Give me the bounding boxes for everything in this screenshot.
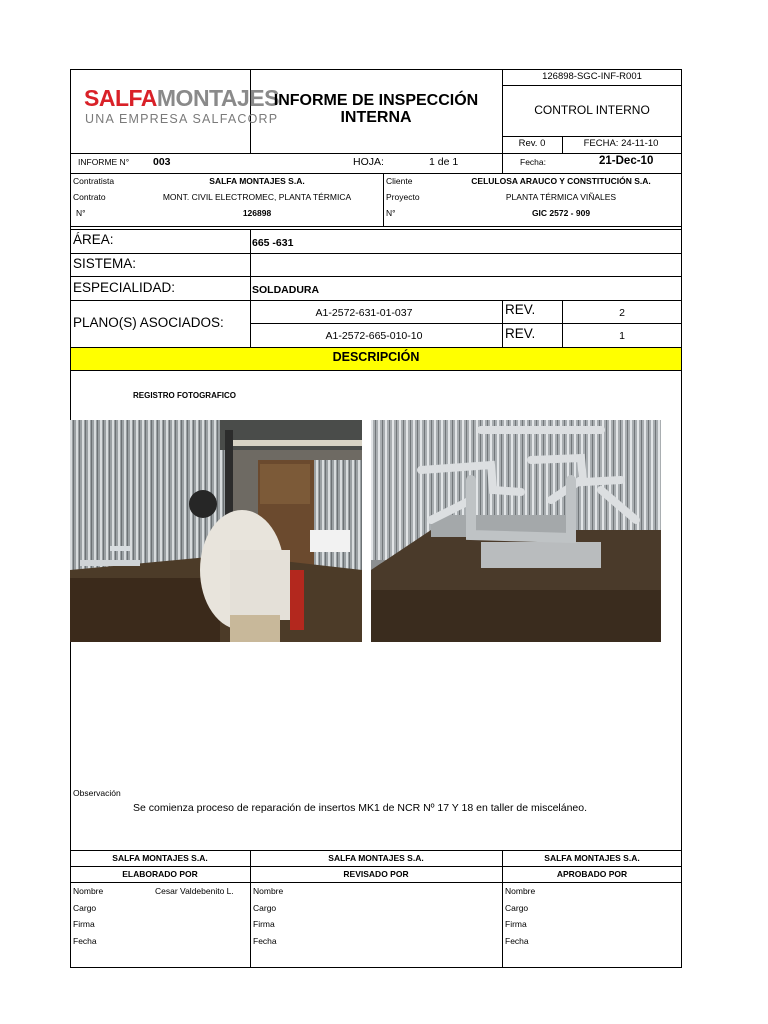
rev-1-label: REV. xyxy=(505,302,536,317)
photo-inserts xyxy=(371,420,661,642)
elaborado-nombre-label: Nombre xyxy=(73,886,104,896)
plano-1: A1-2572-631-01-037 xyxy=(315,307,413,319)
contratista-value: SALFA MONTAJES S.A. xyxy=(209,176,305,186)
n2-label: N° xyxy=(386,208,396,218)
photo-record-label: REGISTRO FOTOGRAFICO xyxy=(133,391,236,400)
sig-company-3: SALFA MONTAJES S.A. xyxy=(544,853,640,863)
cliente-label: Cliente xyxy=(386,176,413,186)
contrato-label: Contrato xyxy=(73,192,106,202)
fecha-doc: FECHA: 24-11-10 xyxy=(583,138,659,149)
aprobado-heading: APROBADO POR xyxy=(556,869,628,879)
logo-brand-red: SALFA xyxy=(84,85,157,111)
n-value: 126898 xyxy=(242,208,272,218)
sig-company-1: SALFA MONTAJES S.A. xyxy=(112,853,208,863)
hoja-value: 1 de 1 xyxy=(429,156,459,168)
planos-label: PLANO(S) ASOCIADOS: xyxy=(73,315,224,330)
observation-label: Observación xyxy=(73,788,121,798)
area-value: 665 -631 xyxy=(252,237,294,249)
aprobado-fecha-label: Fecha xyxy=(505,936,529,946)
revisado-fecha-label: Fecha xyxy=(253,936,277,946)
n-label: N° xyxy=(76,208,86,218)
revisado-nombre-label: Nombre xyxy=(253,886,284,896)
especialidad-label: ESPECIALIDAD: xyxy=(73,280,176,295)
informe-label: INFORME N° xyxy=(78,157,130,167)
aprobado-nombre-label: Nombre xyxy=(505,886,536,896)
logo-brand-gray: MONTAJES xyxy=(156,85,279,111)
photo-welder-image xyxy=(70,420,362,642)
aprobado-firma-label: Firma xyxy=(505,919,527,929)
elaborado-nombre-value: Cesar Valdebenito L. xyxy=(155,886,234,896)
fecha-value: 21-Dec-10 xyxy=(599,155,654,167)
especialidad-value: SOLDADURA xyxy=(252,284,320,296)
aprobado-cargo-label: Cargo xyxy=(505,903,529,913)
elaborado-fecha-label: Fecha xyxy=(73,936,97,946)
proyecto-label: Proyecto xyxy=(386,192,420,202)
contratista-label: Contratista xyxy=(73,176,115,186)
rev-2-label: REV. xyxy=(505,326,536,341)
doc-code: 126898-SGC-INF-R001 xyxy=(542,71,642,82)
sig-company-2: SALFA MONTAJES S.A. xyxy=(328,853,424,863)
revisado-firma-label: Firma xyxy=(253,919,275,929)
hoja-label: HOJA: xyxy=(353,156,384,168)
plano-2: A1-2572-665-010-10 xyxy=(325,330,423,342)
report-title-line2: INTERNA xyxy=(340,109,412,126)
proyecto-value: PLANTA TÉRMICA VIÑALES xyxy=(505,192,617,202)
elaborado-firma-label: Firma xyxy=(73,919,95,929)
company-logo xyxy=(84,87,279,110)
report-title-line1: INFORME DE INSPECCIÓN xyxy=(273,92,479,109)
rev-1-value: 2 xyxy=(619,307,625,319)
area-label: ÁREA: xyxy=(73,232,114,247)
cliente-value: CELULOSA ARAUCO Y CONSTITUCIÓN S.A. xyxy=(471,176,651,186)
fecha-label: Fecha: xyxy=(520,157,546,167)
photo-welder xyxy=(70,420,362,642)
description-title: DESCRIPCIÓN xyxy=(332,350,420,364)
revisado-heading: REVISADO POR xyxy=(343,869,409,879)
rev-2-value: 1 xyxy=(619,330,625,342)
informe-number: 003 xyxy=(153,156,171,168)
elaborado-heading: ELABORADO POR xyxy=(122,869,198,879)
control-label: CONTROL INTERNO xyxy=(534,103,650,117)
logo-subtitle: UNA EMPRESA SALFACORP xyxy=(85,112,279,126)
n2-value: GIC 2572 - 909 xyxy=(531,208,591,218)
photo-inserts-image xyxy=(371,420,661,642)
contrato-value: MONT. CIVIL ELECTROMEC, PLANTA TÉRMICA xyxy=(162,192,352,202)
rev-label: Rev. 0 xyxy=(518,138,546,149)
sistema-label: SISTEMA: xyxy=(73,256,137,271)
elaborado-cargo-label: Cargo xyxy=(73,903,97,913)
revisado-cargo-label: Cargo xyxy=(253,903,277,913)
observation-text: Se comienza proceso de reparación de insertos MK1 de NCR Nº 17 Y 18 en taller de misceláneo. xyxy=(133,802,588,814)
